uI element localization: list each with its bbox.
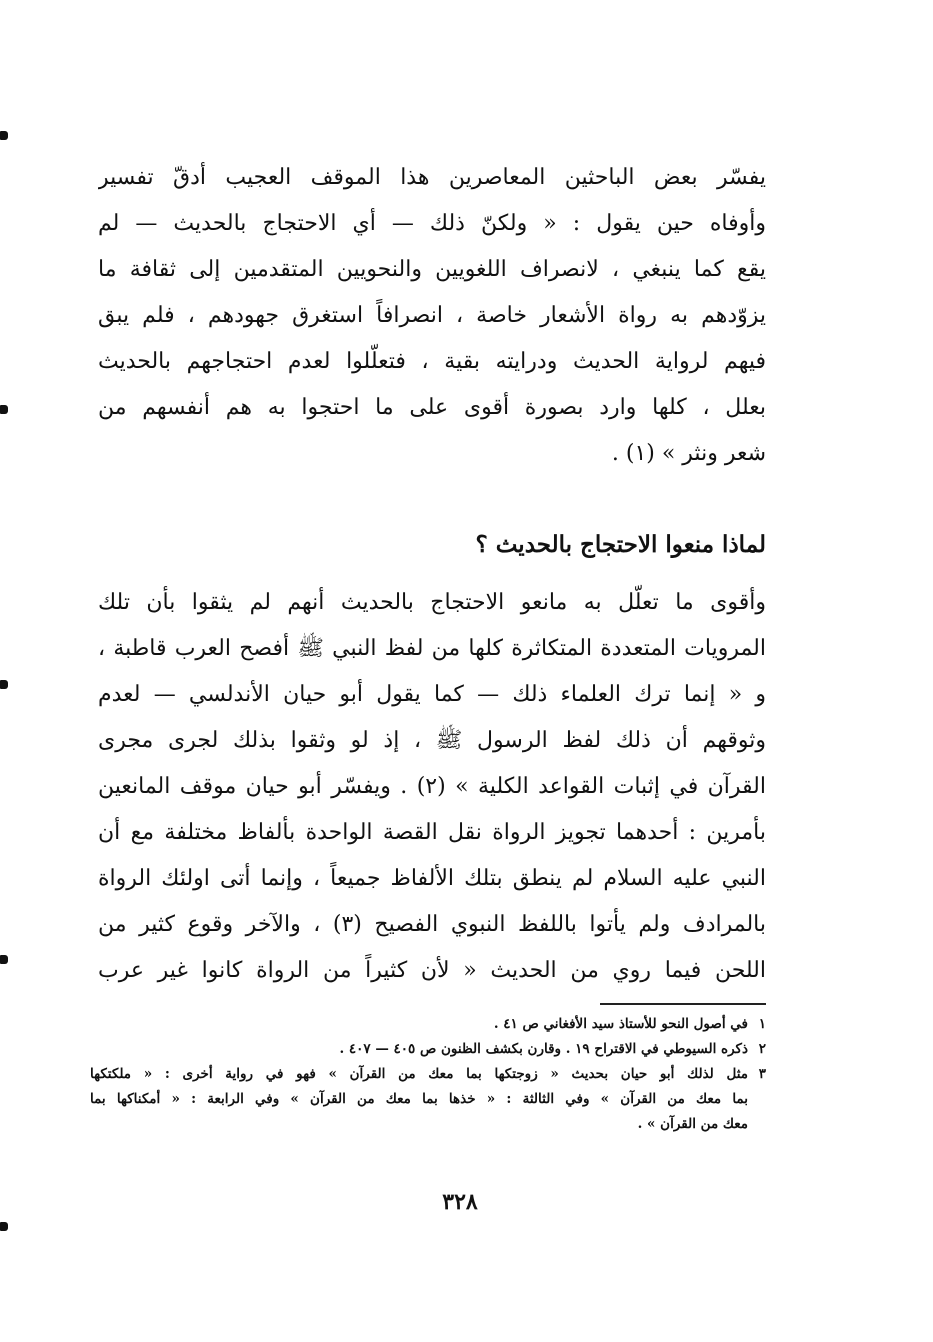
footnote-divider <box>600 1003 766 1005</box>
footnote-line: مثل لذلك أبو حيان بحديث « زوجتكها بما معك من القرآن » فهو في رواية أخرى : « ملكتكها <box>90 1066 748 1082</box>
footnote-line: معك من القرآن » . <box>637 1116 748 1132</box>
footnote <box>90 1037 766 1062</box>
paragraph-line: يقع كما ينبغي ، لانصراف اللغويين والنحويين المتقدمين إلى ثقافة ما <box>98 257 766 282</box>
scan-margin-mark <box>0 1222 8 1231</box>
paragraph-1 <box>98 155 766 477</box>
paragraph-line: وأوفاه حين يقول : « ولكنّ ذلك — أي الاحتجاج بالحديث — لم <box>98 211 766 236</box>
paragraph-line: يفسّر بعض الباحثين المعاصرين هذا الموقف العجيب أدقّ تفسير <box>98 165 766 190</box>
scan-margin-mark <box>0 955 8 964</box>
paragraph-line: وثوقهم أن ذلك لفظ الرسول ﷺ ، إذ لو وثقوا بذلك لجرى مجرى <box>98 728 766 753</box>
footnote-number: ٢ <box>758 1041 766 1057</box>
footnote <box>90 1012 766 1037</box>
paragraph-line: فيهم لرواية الحديث ودرايته بقية ، فتعلّلوا لعدم احتجاجهم بالحديث <box>98 349 766 374</box>
paragraph-line: المرويات المتعددة المتكاثرة كلها من لفظ النبي ﷺ أفصح العرب قاطبة ، <box>98 636 766 661</box>
paragraph-line: بالمرادف ولم يأتوا باللفظ النبوي الفصيح (٣) ، والآخر وقوع كثير من <box>98 912 766 937</box>
paragraph-line: بأمرين : أحدهما تجويز الرواة نقل القصة الواحدة بألفاظ مختلفة مع أن <box>98 820 766 845</box>
footnote <box>90 1062 766 1137</box>
paragraph-line: يزوّدهم به رواة الأشعار خاصة ، انصرافاً استغرق جهودهم ، فلم يبق <box>98 303 766 328</box>
footnote-text <box>90 1012 748 1037</box>
paragraph-line: اللحن فيما روي من الحديث « لأن كثيراً من الرواة كانوا غير عرب <box>98 958 766 983</box>
footnote-text <box>90 1062 748 1137</box>
paragraph-line: و « إنما ترك العلماء ذلك — كما يقول أبو حيان الأندلسي — لعدم <box>98 682 766 707</box>
page-number: ٣٢٨ <box>442 1189 478 1215</box>
footnote-line: في أصول النحو للأستاذ سيد الأفغاني ص ٤١ . <box>493 1016 748 1032</box>
paragraph-line: وأقوى ما تعلّل به مانعو الاحتجاج بالحديث أنهم لم يثقوا بأن تلك <box>98 590 766 615</box>
scan-margin-mark <box>0 131 8 140</box>
footnote-number: ٣ <box>758 1066 766 1082</box>
paragraph-line: النبي عليه السلام لم ينطق بتلك الألفاظ جميعاً ، وإنما أتى اولئك الرواة <box>98 866 766 891</box>
paragraph-line: شعر ونثر » (١) . <box>611 441 766 466</box>
paragraph-line: بعلل ، كلها وارد بصورة أقوى على ما احتجوا به هم أنفسهم من <box>98 395 766 420</box>
footnote-line: بما معك من القرآن » وفي الثالثة : « خذها بما معك من القرآن » وفي الرابعة : « أمكناكها بما <box>90 1091 748 1107</box>
footnotes <box>90 1012 766 1137</box>
footnote-text <box>90 1037 748 1062</box>
paragraph-2 <box>98 580 766 994</box>
section-heading: لماذا منعوا الاحتجاج بالحديث ؟ <box>475 531 766 558</box>
paragraph-line: القرآن في إثبات القواعد الكلية » (٢) . ويفسّر أبو حيان موقف المانعين <box>98 774 766 799</box>
footnote-line: ذكره السيوطي في الاقتراح ١٩ . وقارن بكشف الظنون ص ٤٠٥ — ٤٠٧ . <box>339 1041 748 1057</box>
scan-margin-mark <box>0 680 8 689</box>
scan-margin-mark <box>0 405 8 414</box>
footnote-number: ١ <box>758 1016 766 1032</box>
